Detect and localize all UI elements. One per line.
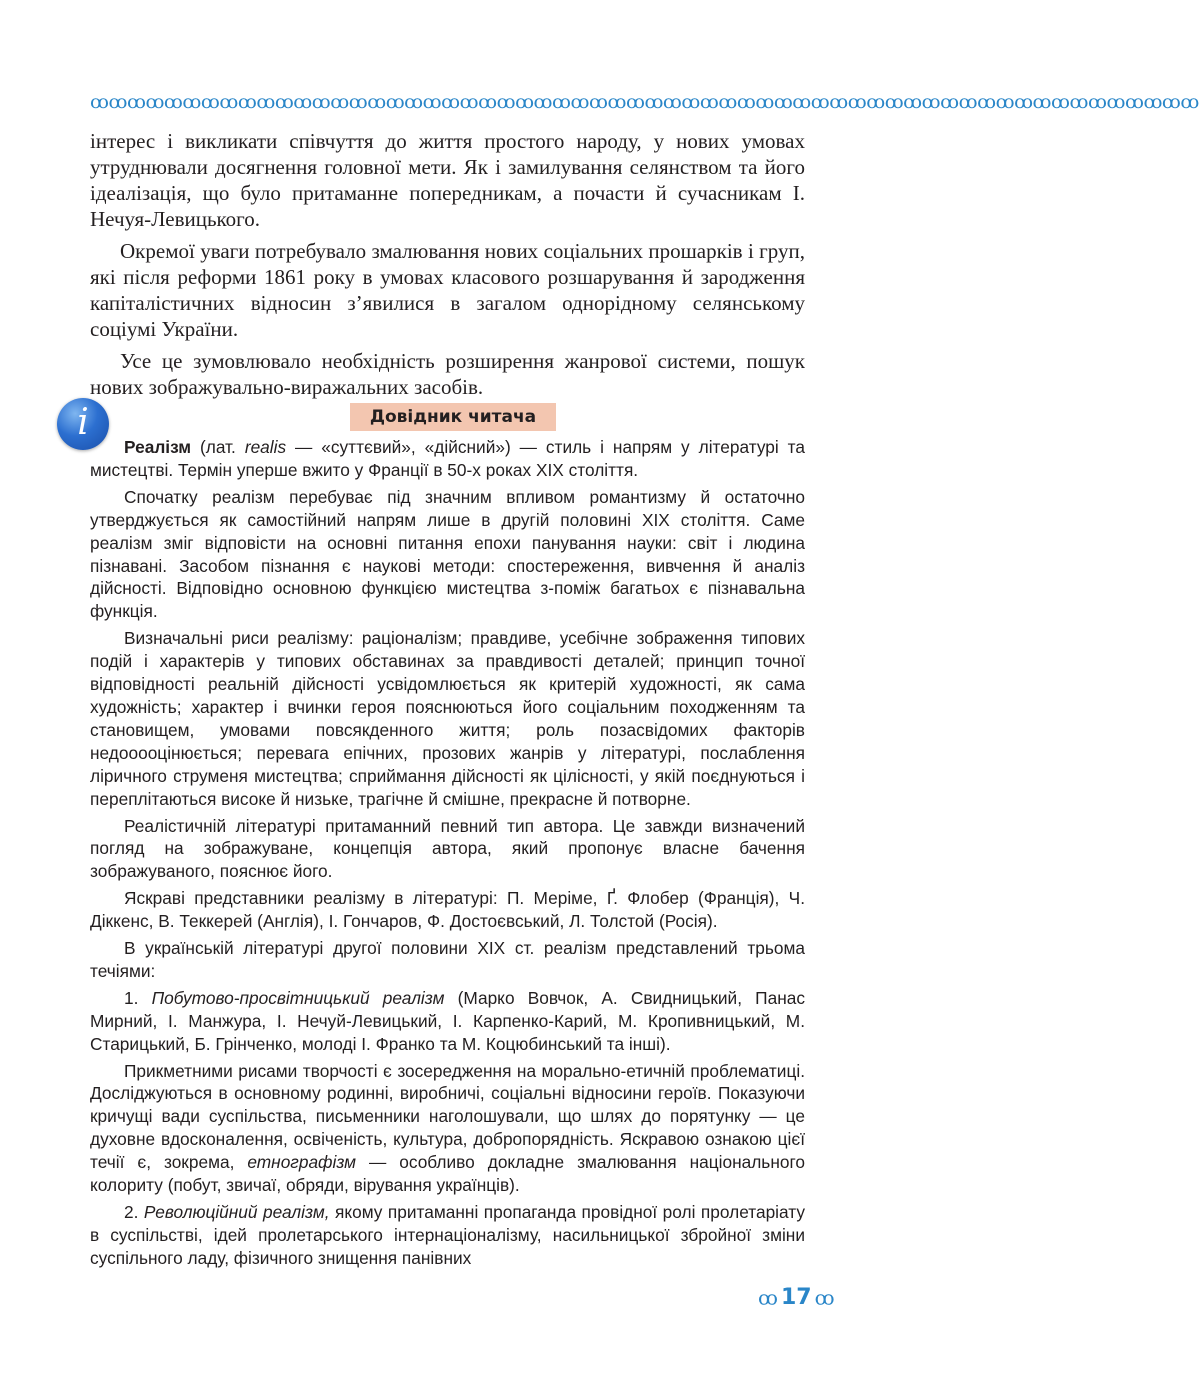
paragraph <box>90 1060 805 1197</box>
list-number: 2. <box>124 1202 144 1222</box>
paragraph <box>90 1201 805 1270</box>
main-text <box>90 128 805 400</box>
text: якому притаманні пропаганда провідної ролі пролетаріату в суспільстві, ідей пролетарського інтернаціоналізму, насильницької збройної зміни суспільного ладу, фізичного знищення панівних <box>90 1202 805 1268</box>
reader-guide-text <box>90 436 805 1270</box>
reader-guide-title: Довідник читача <box>350 403 556 431</box>
text: — особливо докладне змалювання національного колориту (побут, звичаї, обряди, вірування українців). <box>90 1152 806 1196</box>
ornament-right-icon: ꝏ <box>814 1285 835 1310</box>
term: Революційний реалізм, <box>143 1202 330 1222</box>
paragraph: інтерес і викликати співчуття до життя простого народу, у нових умовах утруднювали досягнення головної мети. Як і замилування селянством та його ідеалізація, що було притаманне попередникам, а почасти й сучасникам І. Нечуя-Левицького. <box>90 129 805 231</box>
list-number: 1. <box>124 987 152 1008</box>
header-ornament: ꝏꝏꝏꝏꝏꝏꝏꝏꝏꝏꝏꝏꝏꝏꝏꝏꝏꝏꝏꝏꝏꝏꝏꝏꝏꝏꝏꝏꝏꝏꝏꝏꝏꝏꝏꝏꝏꝏꝏꝏꝏꝏꝏꝏꝏꝏꝏꝏꝏꝏꝏꝏꝏꝏꝏꝏꝏꝏꝏꝏ <box>90 91 1199 113</box>
page-number-value: 17 <box>780 1285 812 1310</box>
term: realis <box>244 437 287 457</box>
ornament-left-icon: ꝏ <box>758 1285 778 1310</box>
paragraph: Спочатку реалізм перебуває під значним впливом романтизму й остаточно утверджується як самостійний напрям лише в другій половині XIX століття. Саме реалізм зміг відповісти на основні питання епохи панування науки: світ і людина пізнавані. Засобом пізнання є наукові методи: спостереження, вивчення й аналіз дійсності. Відповідно основною функцією мистецтва з-поміж багатьох є пізнавальна функція. <box>90 486 805 622</box>
paragraph: Яскраві представники реалізму в літературі: П. Меріме, Ґ. Флобер (Франція), Ч. Діккенс, В. Теккерей (Англія), І. Гончаров, Ф. Достоєвський, Л. Толстой (Росія). <box>90 888 805 932</box>
paragraph: В українській літературі другої половини XIX ст. реалізм представлений трьома течіями: <box>90 938 805 981</box>
paragraph: Усе це зумовлювало необхідність розширення жанрової системи, пошук нових зображувально-виражальних засобів. <box>90 349 805 399</box>
page-number <box>758 1285 835 1317</box>
term: етнографізм <box>247 1152 357 1173</box>
term: Реалізм <box>124 437 192 457</box>
paragraph: Визначальні риси реалізму: раціоналізм; правдиве, усебічне зображення типових подій і характерів у типових обставинах за правдивості деталей; принцип точної відповідності реальній дійсності усвідомлюється як критерій художності, як сама художність; характер і вчинки героя пояснюються його соціальним походженням та становищем, умовами повсякденного життя; роль позасвідомих факторів недооооцінюється; перевага епічних, прозових жанрів у літературі, послаблення ліричного струменя мистецтва; сприймання дійсності як цілісності, у якій поєднуються і переплітаються високе й низьке, трагічне й смішне, прекрасне й потворне. <box>90 628 805 809</box>
text: (лат. <box>191 437 245 457</box>
text: — «суттєвий», «дійсний») — стиль і напрям у літературі та мистецтві. Термін уперше вжито у Франції в 50-х роках XIX століття. <box>90 437 805 480</box>
term: Побутово-просвітницький реалізм <box>151 987 445 1008</box>
text: (Марко Вовчок, А. Свидницький, Панас Мирний, І. Манжура, І. Нечуй-Левицький, І. Карпенко-Карий, М. Кропивницький, М. Старицький, Б. Грінченко, молоді І. Франко та М. Коцюбинський та інші). <box>90 987 805 1054</box>
paragraph: Окремої уваги потребувало змалювання нових соціальних прошарків і груп, які після реформи 1861 року в умовах класового розшарування й зародження капіталістичних відносин з’явилися в загалом однорідному селянському соціумі України. <box>90 239 805 341</box>
paragraph: Реалістичній літературі притаманний певний тип автора. Це завжди визначений погляд на зображуване, концепція автора, який пропонує власне бачення зображуваного, пояснює його. <box>90 815 805 882</box>
paragraph <box>90 987 805 1056</box>
info-icon-glyph: i <box>77 402 89 443</box>
paragraph <box>90 436 805 482</box>
text: Прикметними рисами творчості є зосередження на морально-етичній проблематиці. Досліджуються в основному родинні, виробничі, соціальні відносини героїв. Показуючи кричущі вади суспільства, письменники наголошували, що шлях до порятунку — це духовне вдосконалення, освіченість, культура, добропорядність. Яскравою ознакою цієї течії є, зокрема, <box>90 1060 805 1173</box>
